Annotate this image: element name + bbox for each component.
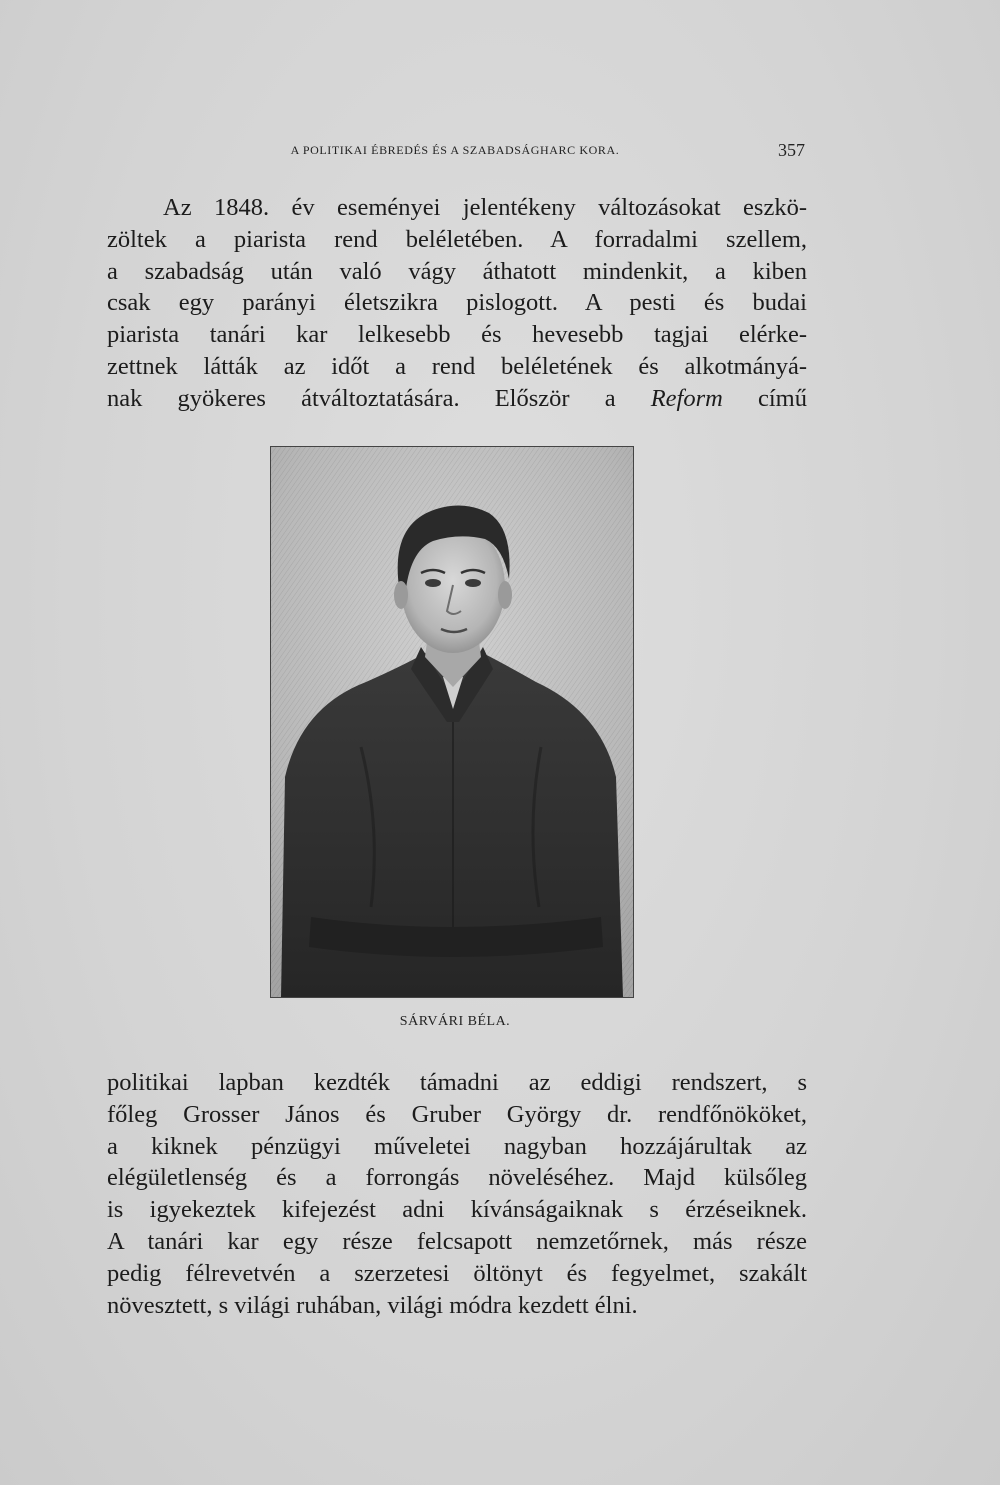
text-line: piarista tanári kar lelkesebb és hevesebb tagjai elérke-	[107, 321, 807, 349]
text-fragment: nak gyökeres átváltoztatására. Először a	[107, 384, 651, 412]
text-line: a kiknek pénzügyi műveletei nagyban hozzájárultak az	[107, 1132, 807, 1160]
text-line: A tanári kar egy része felcsapott nemzetőrnek, más része	[107, 1227, 807, 1255]
portrait-engraving	[271, 447, 633, 997]
paragraph-2	[107, 1067, 807, 1321]
text-line: zettnek látták az időt a rend beléletének és alkotmányá-	[107, 352, 807, 380]
text-line: elégületlenség és a forrongás növeléséhez. Majd külsőleg	[107, 1164, 807, 1192]
portrait-figure	[270, 446, 634, 998]
figure-caption: SÁRVÁRI BÉLA.	[399, 1014, 511, 1029]
text-line: növesztett, s világi ruhában, világi módra kezdett élni.	[107, 1291, 638, 1319]
running-head	[105, 140, 805, 164]
italic-title: Reform	[650, 384, 723, 412]
text-line: pedig félrevetvén a szerzetesi öltönyt és fegyelmet, szakált	[107, 1259, 807, 1287]
running-title: A POLITIKAI ÉBREDÉS ÉS A SZABADSÁGHARC KORA.	[290, 143, 620, 157]
text-fragment: című	[722, 384, 807, 412]
text-line: a szabadság után való vágy áthatott mindenkit, a kiben	[107, 257, 807, 285]
text-line: is igyekeztek kifejezést adni kívánságaiknak s érzéseiknek.	[107, 1196, 807, 1224]
text-line: főleg Grosser János és Gruber György dr. rendfőnököket,	[107, 1100, 807, 1128]
paragraph-1	[107, 192, 807, 415]
text-line: Az 1848. év eseményei jelentékeny változásokat eszkö-	[163, 194, 807, 221]
page-number: 357	[778, 140, 805, 160]
text-line	[107, 383, 807, 415]
text-line: politikai lapban kezdték támadni az eddigi rendszert, s	[107, 1069, 807, 1096]
text-line: csak egy parányi életszikra pislogott. A pesti és budai	[107, 289, 807, 317]
text-line: zöltek a piarista rend beléletében. A forradalmi szellem,	[107, 225, 807, 253]
